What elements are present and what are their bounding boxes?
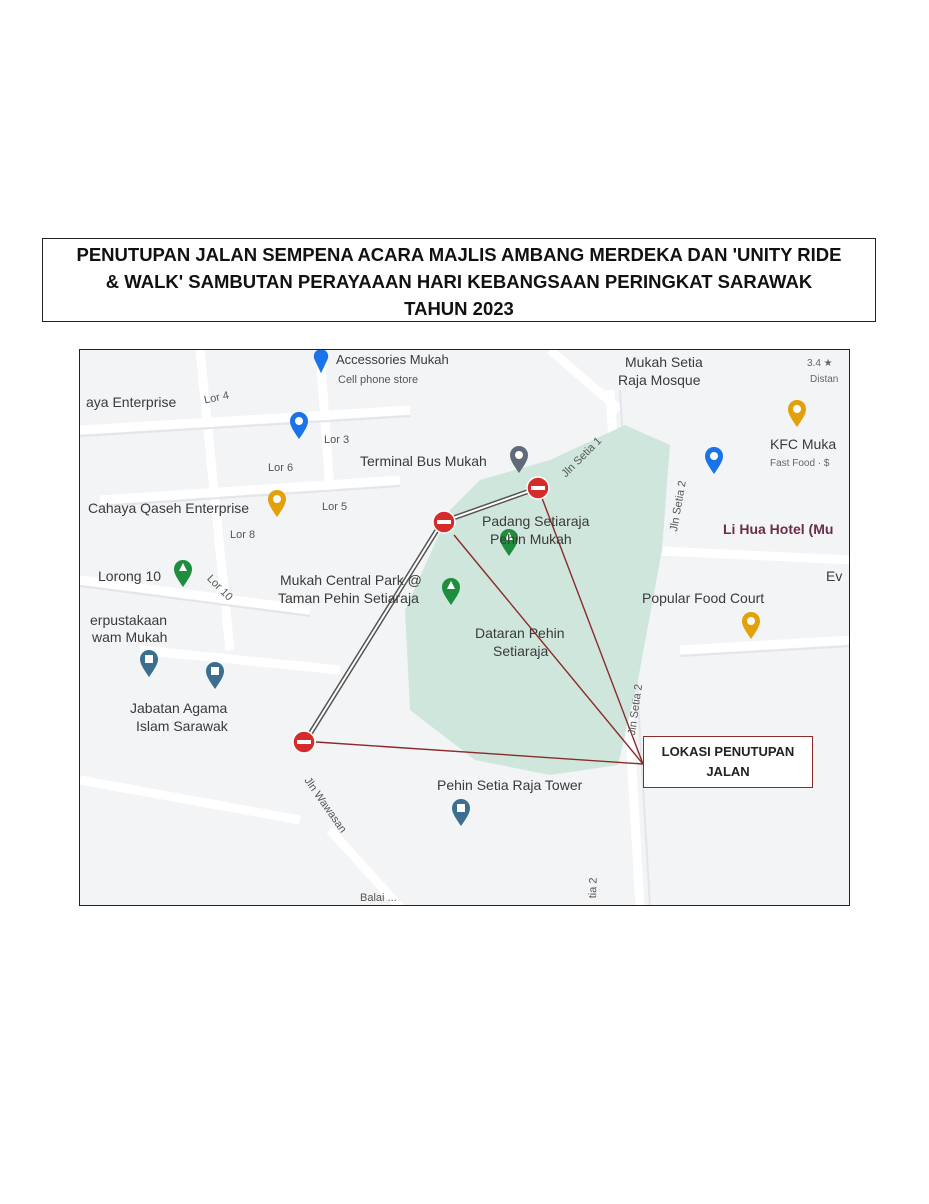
map-frame[interactable] <box>79 349 850 906</box>
road-block-icon <box>292 730 316 754</box>
title-line-3: TAHUN 2023 <box>404 298 514 319</box>
central-park-pin-green-icon[interactable] <box>440 576 462 606</box>
government-pin-icon[interactable] <box>204 660 226 690</box>
place-label-central-2: Taman Pehin Setiaraja <box>278 590 419 606</box>
closure-location-callout <box>643 736 813 788</box>
food-court-pin-yellow-icon[interactable] <box>740 610 762 640</box>
place-label-terminal: Terminal Bus Mukah <box>360 453 487 469</box>
title-line-1: PENUTUPAN JALAN SEMPENA ACARA MAJLIS AMBANG MERDEKA DAN 'UNITY RIDE <box>76 244 842 265</box>
map-title-box <box>42 238 876 322</box>
road-block-icon <box>526 476 550 500</box>
place-label-jabatan-2: Islam Sarawak <box>136 718 228 734</box>
rating-label: 3.4 ★ <box>807 358 833 369</box>
place-sublabel-kfc: Fast Food · $ <box>770 458 830 469</box>
road-label-setia2-top: Jln Setia 2 <box>667 479 689 533</box>
place-label-padang-2: Pehin Mukah <box>490 531 572 547</box>
place-label-perpus-1: erpustakaan <box>90 612 168 628</box>
road-label-lor3: Lor 3 <box>324 434 350 446</box>
road-block-icon <box>432 510 456 534</box>
tower-pin-icon[interactable] <box>450 797 472 827</box>
place-label-kfc: KFC Muka <box>770 436 837 452</box>
place-label-jabatan-1: Jabatan Agama <box>130 700 228 716</box>
shop-pin-yellow-icon[interactable] <box>266 488 288 518</box>
place-sublabel-accessories: Cell phone store <box>338 374 419 386</box>
place-label-dataran-2: Setiaraja <box>493 643 549 659</box>
place-label-cahaya: Cahaya Qaseh Enterprise <box>88 500 250 516</box>
map-pin-blue-icon[interactable] <box>312 350 330 374</box>
road-label-setia2-bottom: tia 2 <box>586 877 600 899</box>
rating-sublabel: Distan <box>810 374 839 385</box>
map-pin-blue-icon[interactable] <box>288 410 310 440</box>
place-label-lorong10: Lorong 10 <box>98 568 162 584</box>
place-label-central-1: Mukah Central Park @ <box>280 572 422 588</box>
road-label-lor4: Lor 4 <box>203 389 231 407</box>
road-label-lor6: Lor 6 <box>268 462 294 474</box>
road-label-wawasan: Jln Wawasan <box>301 775 349 836</box>
place-label-dataran-1: Dataran Pehin <box>475 625 565 641</box>
place-label-lihua: Li Hua Hotel (Mu <box>723 521 834 537</box>
road-label-lor5: Lor 5 <box>322 501 348 513</box>
title-line-2: & WALK' SAMBUTAN PERAYAAAN HARI KEBANGSAAN PERINGKAT SARAWAK <box>105 271 813 292</box>
road-label-lor10: Lor 10 <box>204 572 235 604</box>
place-label-popular: Popular Food Court <box>642 590 765 606</box>
road-label-setia1: Jln Setia 1 <box>559 435 605 480</box>
place-label-padang-1: Padang Setiaraja <box>482 513 590 529</box>
place-label-bottom: Balai ... <box>360 892 397 904</box>
place-label-mosque-2: Raja Mosque <box>618 372 701 388</box>
place-label-jaya: aya Enterprise <box>86 394 177 410</box>
place-label-accessories: Accessories Mukah <box>336 352 449 367</box>
kfc-pin-icon[interactable] <box>786 398 808 428</box>
callout-line-2: JALAN <box>706 764 750 779</box>
place-label-mosque-1: Mukah Setia <box>625 354 703 370</box>
library-pin-icon[interactable] <box>138 648 160 678</box>
road-label-lor8: Lor 8 <box>230 529 256 541</box>
road-label-setia2-mid: Jln Setia 2 <box>625 683 646 736</box>
restaurant-pin-blue-icon[interactable] <box>703 445 725 475</box>
place-label-perpus-2: wam Mukah <box>92 629 168 645</box>
place-label-tower: Pehin Setia Raja Tower <box>437 777 583 793</box>
bus-terminal-pin-icon[interactable] <box>508 444 530 474</box>
place-label-ev: Ev <box>826 568 843 584</box>
callout-line-1: LOKASI PENUTUPAN <box>661 744 795 759</box>
lorong-pin-green-icon[interactable] <box>172 558 194 588</box>
